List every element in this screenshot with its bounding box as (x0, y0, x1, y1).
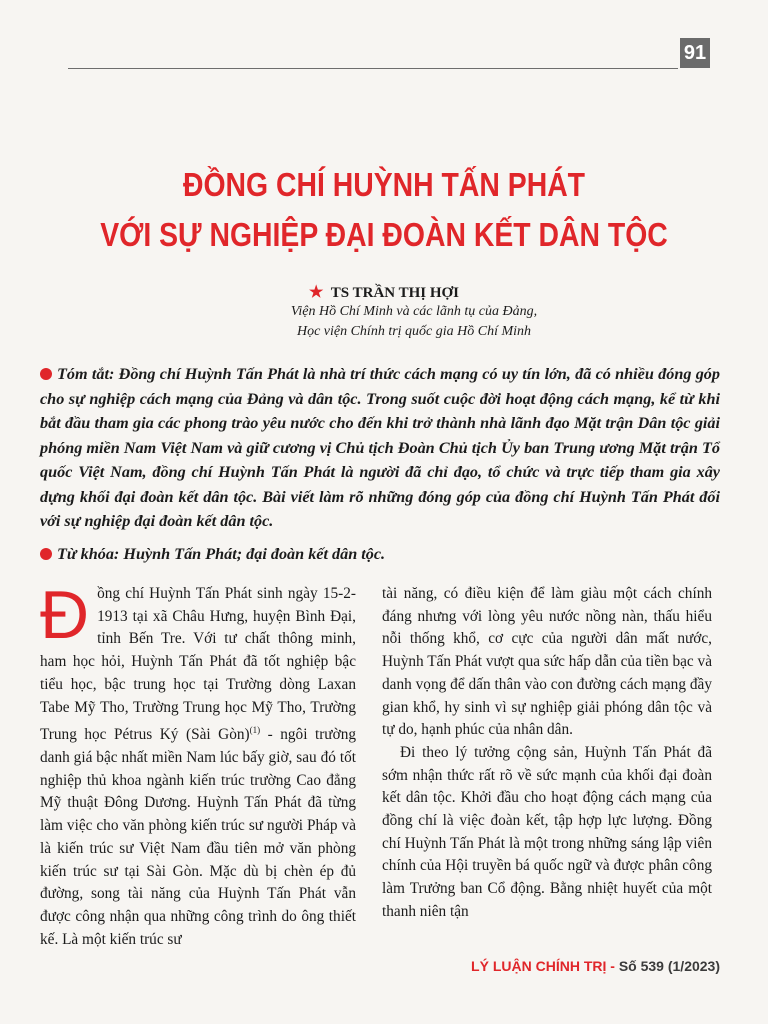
bullet-dot-icon (40, 368, 52, 380)
page-number: 91 (680, 38, 710, 68)
article-title (54, 160, 714, 260)
drop-cap: Đ (40, 577, 90, 653)
affiliation-line-2: Học viện Chính trị quốc gia Hồ Chí Minh (296, 324, 532, 339)
title-line-1: ĐỒNG CHÍ HUỲNH TẤN PHÁT (182, 166, 586, 203)
footer-separator: - (606, 958, 619, 974)
bullet-dot-icon (40, 548, 52, 560)
title-line-2: VỚI SỰ NGHIỆP ĐẠI ĐOÀN KẾT DÂN TỘC (100, 216, 668, 253)
body-paragraph (40, 577, 356, 951)
body-text: ồng chí Huỳnh Tấn Phát sinh ngày 15-2-1913 tại xã Châu Hưng, huyện Bình Đại, tỉnh Bến Tre. Với tư chất thông minh, ham học hỏi, Huỳnh Tấn Phát đã tốt nghiệp bậc tiểu học, bậc trung học tại Trường dòng Laxan Tabe Mỹ Tho, Trường Trung học Mỹ Tho, Trường Trung học Pétrus Ký (Sài Gòn) (40, 585, 356, 744)
author-name: TS TRẦN THỊ HỢI (330, 285, 460, 301)
journal-name: LÝ LUẬN CHÍNH TRỊ (471, 958, 607, 974)
header-rule (68, 68, 678, 69)
star-icon: ★ (308, 284, 324, 301)
keywords-paragraph (40, 542, 720, 567)
footnote-ref: (1) (249, 725, 261, 736)
keywords-text: Từ khóa: Huỳnh Tấn Phát; đại đoàn kết dân tộc. (57, 544, 386, 563)
issue-number: Số 539 (1/2023) (618, 958, 720, 974)
abstract-paragraph (40, 362, 720, 534)
author-affiliation (0, 302, 768, 342)
abstract-text: Tóm tắt: Đồng chí Huỳnh Tấn Phát là nhà trí thức cách mạng có uy tín lớn, đã có nhiều đóng góp cho sự nghiệp cách mạng của Đảng và dân tộc. Trong suốt cuộc đời hoạt động cách mạng, kể từ khi bắt đầu tham gia các phong trào yêu nước cho đến khi trở thành nhà lãnh đạo Mặt trận Dân tộc giải phóng miền Nam Việt Nam và giữ cương vị Chủ tịch Đoàn Chủ tịch Ủy ban Trung ương Mặt trận Tổ quốc Việt Nam, đồng chí Huỳnh Tấn Phát là người đã chỉ đạo, tổ chức và trực tiếp tham gia xây dựng khối đại đoàn kết dân tộc. Bài viết làm rõ những đóng góp của đồng chí Huỳnh Tấn Phát đối với sự nghiệp đại đoàn kết dân tộc. (40, 365, 720, 530)
page-footer (471, 958, 720, 974)
body-text-cont: - ngôi trường danh giá bậc nhất miền Nam lúc bấy giờ, sau đó tốt nghiệp thủ khoa ngành kiến trúc trường Cao đẳng Mỹ thuật Đông Dương. Huỳnh Tấn Phát đã từng làm việc cho văn phòng kiến trúc sư người Pháp và là kiến trúc sư Việt Nam đầu tiên mở văn phòng kiến trúc sư tại Sài Gòn. Mặc dù bị chèn ép đủ đường, song tài năng của Huỳnh Tấn Phát vẫn được công nhận qua những công trình do ông thiết kế. Là một kiến trúc sư (40, 726, 356, 948)
author-line (0, 282, 768, 302)
affiliation-line-1: Viện Hồ Chí Minh và các lãnh tụ của Đảng, (290, 304, 538, 319)
abstract-block (40, 362, 720, 566)
body-paragraph: Đi theo lý tưởng cộng sản, Huỳnh Tấn Phát đã sớm nhận thức rất rõ về sức mạnh của khối đại đoàn kết dân tộc. Khởi đầu cho hoạt động cách mạng của đồng chí là việc đoàn kết, tập hợp lực lượng. Đồng chí Huỳnh Tấn Phát là một trong những sáng lập viên chính của Hội truyền bá quốc ngữ và được phân công làm Trưởng ban Cổ động. Bằng nhiệt huyết của một thanh niên tận (382, 743, 712, 920)
body-column-left (40, 577, 356, 951)
body-paragraph: tài năng, có điều kiện để làm giàu một cách chính đáng nhưng với lòng yêu nước nồng nàn, thấu hiểu nỗi thống khổ, cơ cực của người dân mất nước, Huỳnh Tấn Phát vượt qua sức hấp dẫn của tiền bạc và danh vọng để dấn thân vào con đường cách mạng đầy gian khổ, hy sinh vì sự nghiệp giải phóng dân tộc và tự do, hạnh phúc của nhân dân. (382, 585, 712, 739)
body-column-right (382, 583, 712, 924)
